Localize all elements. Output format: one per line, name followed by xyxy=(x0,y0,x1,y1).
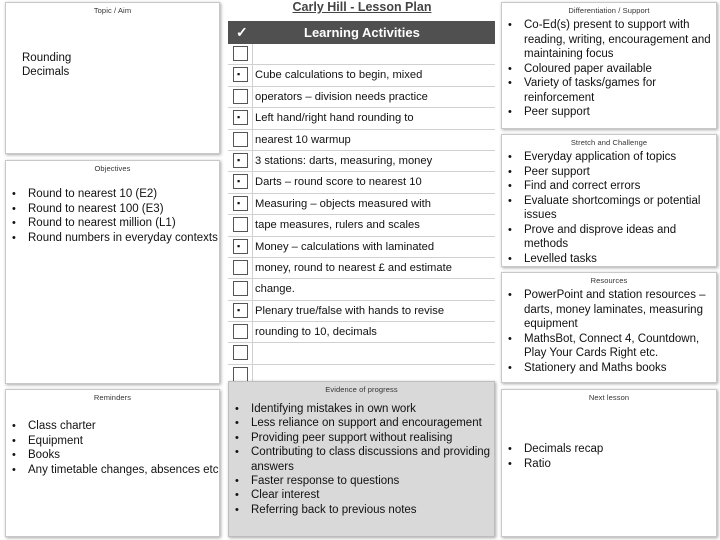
activity-checkbox[interactable] xyxy=(233,196,248,211)
activity-row xyxy=(228,65,495,86)
objectives-list xyxy=(6,187,219,245)
list-item: • Peer support xyxy=(502,165,716,180)
page-title: Carly Hill - Lesson Plan xyxy=(292,0,432,14)
list-item: • Class charter xyxy=(6,419,219,434)
activity-text: operators – division needs practice xyxy=(255,90,428,103)
activity-checkbox[interactable] xyxy=(233,46,248,61)
cell-divider xyxy=(252,108,253,128)
topic-title: Topic / Aim xyxy=(93,6,132,15)
activity-row xyxy=(228,237,495,258)
list-item: • Variety of tasks/games for reinforcement xyxy=(502,76,716,105)
cell-divider xyxy=(252,279,253,299)
list-item: • Round to nearest 100 (E3) xyxy=(6,202,219,217)
list-item: • Round numbers in everyday contexts xyxy=(6,231,219,246)
cell-divider xyxy=(252,194,253,214)
cell-divider xyxy=(252,237,253,257)
resources-title: Resources xyxy=(590,276,628,285)
activity-text: Measuring – objects measured with xyxy=(255,197,431,210)
cell-divider xyxy=(252,172,253,192)
cell-divider xyxy=(252,44,253,64)
activity-checkbox[interactable] xyxy=(233,67,248,82)
reminders-panel xyxy=(5,389,220,537)
activity-text: nearest 10 warmup xyxy=(255,133,351,146)
resources-list xyxy=(502,288,716,375)
list-item: • Less reliance on support and encouragement xyxy=(229,416,494,430)
learning-activities-header xyxy=(228,21,495,44)
activity-row xyxy=(228,130,495,151)
bullet-icon: ▪ xyxy=(237,240,241,251)
cell-divider xyxy=(252,65,253,85)
activity-row xyxy=(228,215,495,236)
learning-activities-title: Learning Activities xyxy=(304,25,420,40)
list-item: • Providing peer support without realising xyxy=(229,431,494,445)
cell-divider xyxy=(252,301,253,321)
list-item: • Coloured paper available xyxy=(502,62,716,77)
cell-divider xyxy=(252,258,253,278)
list-item: • Clear interest xyxy=(229,488,494,502)
cell-divider xyxy=(252,215,253,235)
topic-panel xyxy=(5,2,220,154)
activity-checkbox[interactable] xyxy=(233,132,248,147)
activity-checkbox[interactable] xyxy=(233,239,248,254)
activity-row xyxy=(228,87,495,108)
activity-checkbox[interactable] xyxy=(233,367,248,382)
activity-checkbox[interactable] xyxy=(233,303,248,318)
activity-checkbox[interactable] xyxy=(233,217,248,232)
evidence-list xyxy=(229,402,494,517)
next-lesson-list xyxy=(502,442,716,471)
list-item: • Find and correct errors xyxy=(502,179,716,194)
activity-text: rounding to 10, decimals xyxy=(255,326,377,339)
activity-row xyxy=(228,172,495,193)
bullet-icon: ▪ xyxy=(237,69,241,80)
activity-checkbox[interactable] xyxy=(233,281,248,296)
activity-text: tape measures, rulers and scales xyxy=(255,219,420,232)
cell-divider xyxy=(252,87,253,107)
list-item: • PowerPoint and station resources – darts, money laminates, measuring equipment xyxy=(502,288,716,332)
activity-row xyxy=(228,194,495,215)
list-item: • Peer support xyxy=(502,105,716,120)
list-item: • Evaluate shortcomings or potential issues xyxy=(502,194,716,223)
list-item: • Everyday application of topics xyxy=(502,150,716,165)
objectives-title: Objectives xyxy=(94,164,131,173)
activity-checkbox[interactable] xyxy=(233,324,248,339)
differentiation-list xyxy=(502,18,716,120)
activity-checkbox[interactable] xyxy=(233,153,248,168)
activity-text: money, round to nearest £ and estimate xyxy=(255,261,452,274)
activity-row xyxy=(228,258,495,279)
learning-activities-table xyxy=(228,44,495,386)
list-item: • Round to nearest 10 (E2) xyxy=(6,187,219,202)
activity-text: Cube calculations to begin, mixed xyxy=(255,69,423,82)
bullet-icon: ▪ xyxy=(237,112,241,123)
list-item: • Prove and disprove ideas and methods xyxy=(502,223,716,252)
bullet-icon: ▪ xyxy=(237,304,241,315)
tick-icon: ✓ xyxy=(236,24,248,40)
stretch-title: Stretch and Challenge xyxy=(570,138,648,147)
reminders-list xyxy=(6,419,219,477)
activity-checkbox[interactable] xyxy=(233,345,248,360)
activity-text: Darts – round score to nearest 10 xyxy=(255,176,422,189)
topic-line: Rounding xyxy=(22,52,72,64)
evidence-title: Evidence of progress xyxy=(325,385,398,394)
cell-divider xyxy=(252,151,253,171)
activity-row xyxy=(228,301,495,322)
list-item: • Ratio xyxy=(502,457,716,472)
activity-row xyxy=(228,279,495,300)
list-item: • Stationery and Maths books xyxy=(502,361,716,376)
activity-checkbox[interactable] xyxy=(233,110,248,125)
bullet-icon: ▪ xyxy=(237,197,241,208)
list-item: • Round to nearest million (L1) xyxy=(6,216,219,231)
reminders-title: Reminders xyxy=(93,393,132,402)
stretch-list xyxy=(502,150,716,266)
differentiation-panel xyxy=(501,2,717,129)
activity-row xyxy=(228,322,495,343)
list-item: • Levelled tasks xyxy=(502,252,716,267)
activity-row xyxy=(228,343,495,364)
cell-divider xyxy=(252,130,253,150)
topic-text xyxy=(6,51,219,79)
list-item: • Referring back to previous notes xyxy=(229,503,494,517)
resources-panel xyxy=(501,272,717,383)
cell-divider xyxy=(252,343,253,363)
differentiation-title: Differentiation / Support xyxy=(568,6,650,15)
activity-checkbox[interactable] xyxy=(233,174,248,189)
stretch-panel xyxy=(501,134,717,267)
list-item: • Contributing to class discussions and providing answers xyxy=(229,445,494,474)
bullet-icon: ▪ xyxy=(237,176,241,187)
list-item: • Books xyxy=(6,448,219,463)
topic-line: Decimals xyxy=(22,66,70,78)
list-item: • Co-Ed(s) present to support with reading, writing, encouragement and maintaining focus xyxy=(502,18,716,62)
activity-row xyxy=(228,44,495,65)
next-lesson-title: Next lesson xyxy=(588,393,630,402)
objectives-panel xyxy=(5,160,220,384)
activity-text: 3 stations: darts, measuring, money xyxy=(255,154,433,167)
list-item: • Faster response to questions xyxy=(229,474,494,488)
next-lesson-panel xyxy=(501,389,717,537)
bullet-icon: ▪ xyxy=(237,154,241,165)
list-item: • Decimals recap xyxy=(502,442,716,457)
activity-row xyxy=(228,151,495,172)
activity-text: Left hand/right hand rounding to xyxy=(255,112,414,125)
list-item: • Identifying mistakes in own work xyxy=(229,402,494,416)
activity-text: Money – calculations with laminated xyxy=(255,240,435,253)
list-item: • Equipment xyxy=(6,434,219,449)
activity-text: change. xyxy=(255,283,295,296)
activity-row xyxy=(228,108,495,129)
activity-checkbox[interactable] xyxy=(233,89,248,104)
activity-checkbox[interactable] xyxy=(233,260,248,275)
cell-divider xyxy=(252,322,253,342)
list-item: • Any timetable changes, absences etc xyxy=(6,463,219,478)
activity-text: Plenary true/false with hands to revise xyxy=(255,304,445,317)
evidence-panel xyxy=(228,381,495,537)
list-item: • MathsBot, Connect 4, Countdown, Play Your Cards Right etc. xyxy=(502,332,716,361)
